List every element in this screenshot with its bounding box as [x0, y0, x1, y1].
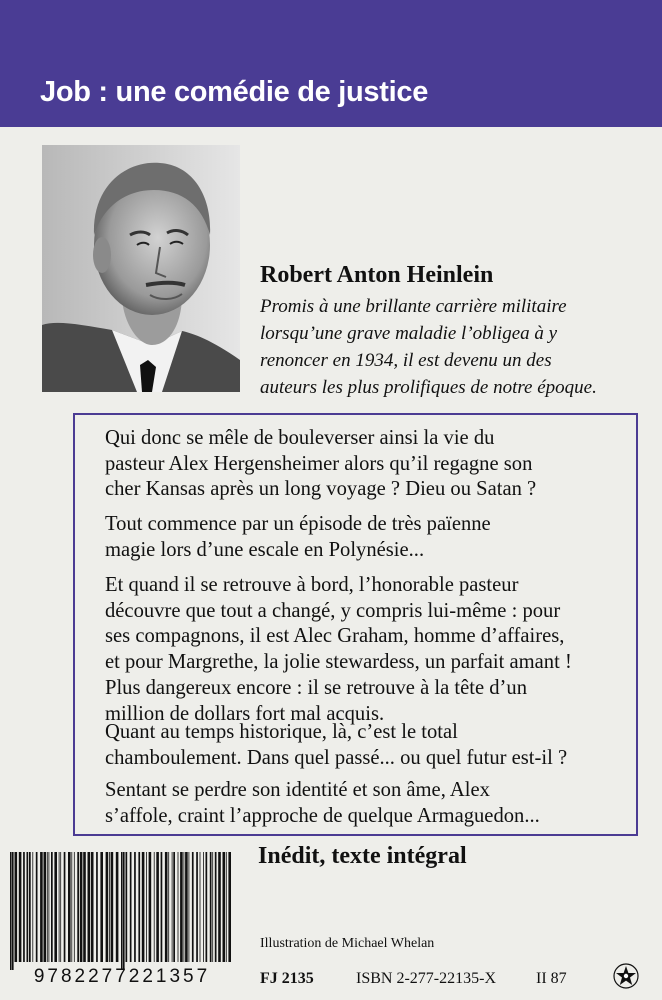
barcode-bar	[80, 852, 83, 962]
description-paragraph	[105, 720, 637, 771]
barcode-bar	[172, 852, 173, 962]
barcode-bar	[27, 852, 29, 962]
barcode-number: 9782277221357	[33, 966, 211, 987]
barcode-bar	[126, 852, 128, 962]
author-bio	[260, 293, 655, 401]
barcode-bar	[77, 852, 79, 962]
description-line: chamboulement. Dans quel passé... ou quel futur est-il ?	[105, 746, 568, 769]
barcode-bar	[10, 852, 12, 970]
description-line: pasteur Alex Hergensheimer alors qu’il regagne son	[105, 452, 533, 475]
barcode-bar	[223, 852, 226, 962]
description-line: découvre que tout a changé, y compris lui-même : pour	[105, 599, 561, 622]
barcode-bar	[106, 852, 109, 962]
barcode-bar	[161, 852, 163, 962]
barcode-bar	[59, 852, 60, 962]
description-line: Et quand il se retrouve à bord, l’honorable pasteur	[105, 574, 519, 596]
barcode-bar	[196, 852, 198, 962]
barcode-bar	[146, 852, 147, 962]
description-line: magie lors d’une escale en Polynésie...	[105, 538, 425, 561]
barcode-bar	[185, 852, 188, 962]
barcode-bar	[130, 852, 132, 962]
barcode-bar	[111, 852, 114, 962]
barcode-bar	[74, 852, 75, 962]
bio-line: renoncer en 1934, il est devenu un des	[260, 350, 552, 371]
barcode-bar	[60, 852, 61, 962]
barcode-bar	[189, 852, 190, 962]
barcode-bar	[180, 852, 183, 962]
barcode-bar	[212, 852, 213, 962]
barcode-bar	[123, 852, 125, 970]
barcode-bar	[109, 852, 110, 962]
barcode-bar	[149, 852, 152, 962]
barcode-bar	[192, 852, 194, 962]
isbn-text: ISBN 2-277-22135-X	[356, 970, 496, 987]
barcode-bar	[19, 852, 22, 962]
illustration-credit: Illustration de Michael Whelan	[260, 936, 435, 951]
barcode-bar	[203, 852, 204, 962]
description-paragraph	[105, 778, 637, 829]
description-line: Tout commence par un épisode de très païenne	[105, 513, 491, 535]
barcode-bar	[168, 852, 169, 962]
barcode-bar	[71, 852, 72, 962]
barcode-bar	[54, 852, 57, 962]
edition-note: Inédit, texte intégral	[258, 843, 467, 869]
author-name: Robert Anton Heinlein	[260, 262, 494, 288]
author-photo	[42, 145, 240, 392]
description-line: Qui donc se mêle de bouleverser ainsi la vie du	[105, 427, 495, 449]
barcode-bar	[64, 852, 66, 962]
barcode-bar	[12, 852, 14, 970]
barcode-bar	[154, 852, 155, 962]
barcode-bar	[23, 852, 25, 962]
barcode-bar	[116, 852, 119, 962]
description-line: Sentant se perdre son identité et son âme, Alex	[105, 779, 490, 801]
barcode-bar	[206, 852, 208, 962]
book-title: Job : une comédie de justice	[40, 76, 429, 108]
description-line: Quant au temps historique, là, c’est le total	[105, 721, 458, 743]
description-line: ses compagnons, il est Alec Graham, homme d’affaires,	[105, 625, 565, 648]
description-paragraph	[105, 426, 637, 503]
publisher-star-logo	[612, 962, 640, 990]
bio-line: lorsqu’une grave maladie l’obligea à y	[260, 323, 558, 344]
barcode-bar	[36, 852, 38, 962]
barcode-bar	[44, 852, 47, 962]
catalog-code: FJ 2135	[260, 970, 314, 987]
barcode-bar	[49, 852, 50, 962]
description-line: s’affole, craint l’approche de quelque Armaguedon...	[105, 804, 540, 827]
description-paragraph	[105, 573, 637, 727]
barcode-bar	[138, 852, 140, 962]
barcode-bar	[200, 852, 201, 962]
barcode-bar	[96, 852, 98, 962]
barcode-bar	[47, 852, 48, 962]
barcode-bar	[91, 852, 94, 962]
description-line: et pour Margrethe, la jolie stewardess, un parfait amant !	[105, 651, 572, 674]
description-box	[73, 413, 638, 836]
header-band	[0, 0, 662, 127]
barcode-bar	[184, 852, 185, 962]
barcode-bar	[218, 852, 221, 962]
bio-line: Promis à une brillante carrière militaire	[260, 296, 567, 317]
series-code: II 87	[536, 970, 567, 987]
barcode-bar	[178, 852, 179, 962]
barcode-bar	[29, 852, 31, 962]
description-line: million de dollars fort mal acquis.	[105, 702, 385, 725]
barcode-bar	[210, 852, 212, 962]
description-line: cher Kansas après un long voyage ? Dieu ou Satan ?	[105, 478, 537, 501]
barcode-bar	[121, 852, 123, 970]
barcode-bar	[165, 852, 168, 962]
barcode-bar	[215, 852, 217, 962]
barcode-bar	[228, 852, 231, 962]
barcode-bar	[226, 852, 227, 962]
barcode-bar	[173, 852, 175, 962]
barcode-bar	[40, 852, 43, 962]
description-line: Plus dangereux encore : il se retrouve à la tête d’un	[105, 676, 528, 699]
barcode-bar	[142, 852, 145, 962]
description-paragraph	[105, 512, 637, 563]
barcode-bar	[83, 852, 86, 962]
barcode-bar	[100, 852, 103, 962]
barcode-bar	[51, 852, 53, 962]
barcode-bar	[32, 852, 33, 962]
barcode-bar	[134, 852, 136, 962]
barcode-bar	[15, 852, 18, 962]
bio-line: auteurs les plus prolifiques de notre époque.	[260, 377, 597, 398]
barcode-bar	[88, 852, 91, 962]
barcode-bar	[68, 852, 71, 962]
barcode-bar	[156, 852, 159, 962]
